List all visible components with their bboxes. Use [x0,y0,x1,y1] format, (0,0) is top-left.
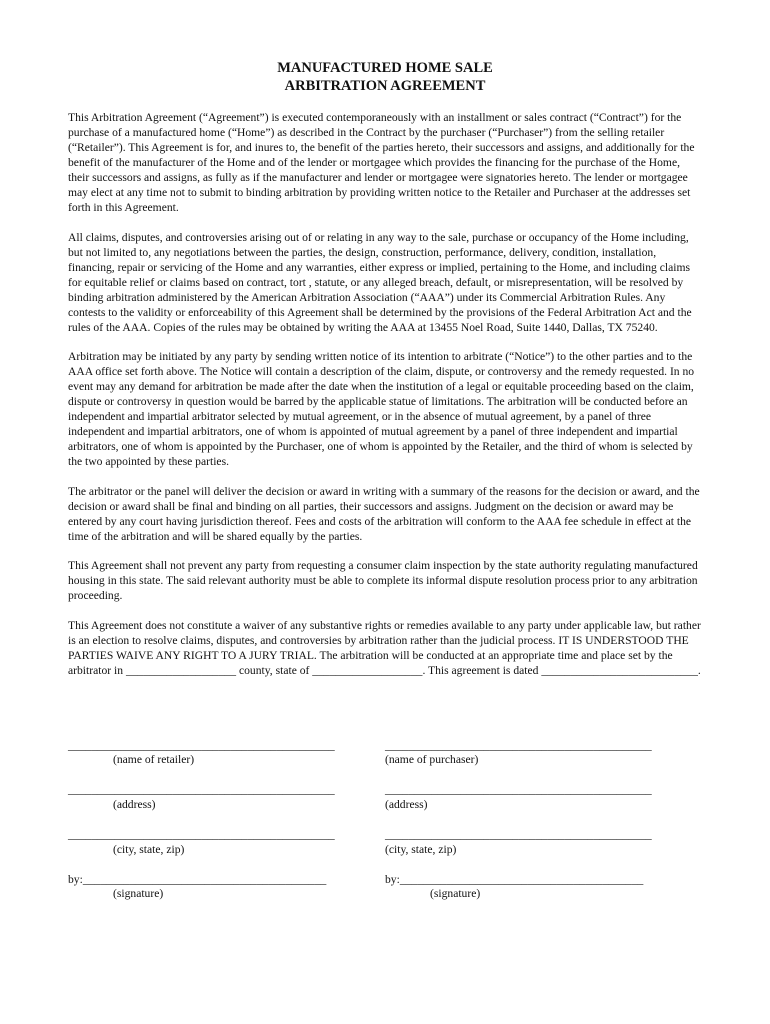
retailer-signature-label: (signature) [113,887,164,900]
retailer-signature-line[interactable]: by:__________________________________________ [68,873,327,886]
retailer-name-label: (name of retailer) [113,753,195,766]
document-title-line-1: MANUFACTURED HOME SALE [277,60,493,76]
waiver-text-3: . This agreement is dated [422,663,542,677]
purchaser-name-line[interactable]: ______________________________________________ [385,739,652,752]
retailer-city-line[interactable]: ______________________________________________ [68,828,335,841]
purchaser-address-label: (address) [385,798,428,811]
state-blank-field[interactable]: ___________________ [312,663,423,677]
retailer-address-line[interactable]: ______________________________________________ [68,783,335,796]
agreement-body [68,110,704,692]
purchaser-signature-line[interactable]: by:__________________________________________ [385,873,644,886]
paragraph-consumer-inspection: This Agreement shall not prevent any party from requesting a consumer claim inspection by the state authority regulating manufactured housing in this state. The said relevant authority must be able to complete its informal dispute resolution process prior to any arbitration proceeding. [68,559,698,602]
retailer-address-label: (address) [113,798,156,811]
retailer-city-label: (city, state, zip) [113,843,185,856]
date-blank-field[interactable]: ___________________________ [541,663,698,677]
waiver-text-4: . [697,663,701,677]
purchaser-signature-label: (signature) [430,887,481,900]
document-title-line-2: ARBITRATION AGREEMENT [284,78,486,94]
county-blank-field[interactable]: ___________________ [125,663,237,677]
paragraph-waiver [68,618,704,678]
paragraph-parties: This Arbitration Agreement (“Agreement”) is executed contemporaneously with an installment or sales contract (“Contract”) for the purchase of a manufactured home (“Home”) as described in the Contract by the purchaser (“Purchaser”) from the selling retailer (“Retailer”). This Agreement is for, and inures to, the benefit of the parties hereto, their successors and assigns, and additionally for the benefit of the manufacturer of the Home and of the lender or mortgagee which provides the financing for the purchase of the Home, their successors and assigns, as fully as if the manufacturer and lender or mortgagee were signatories hereto. The lender or mortgagee may elect at any time not to submit to binding arbitration by providing written notice to the Retailer and Purchaser at the addresses set forth in this Agreement. [68,111,695,214]
waiver-text-2: county, state of [236,663,313,677]
purchaser-city-line[interactable]: ______________________________________________ [385,828,652,841]
purchaser-name-label: (name of purchaser) [385,753,479,766]
purchaser-address-line[interactable]: ______________________________________________ [385,783,652,796]
retailer-name-line[interactable]: ______________________________________________ [68,739,335,752]
waiver-text-1: This Agreement does not constitute a waiver of any substantive rights or remedies available to any party under applicable law, but rather is an election to resolve claims, disputes, and controversies by arbitration rather than the judicial process. IT IS UNDERSTOOD THE PARTIES WAIVE ANY RIGHT TO A JURY TRIAL. The arbitration will be conducted at an appropriate time and place set by the arbitrator in [68,618,701,677]
paragraph-initiation: Arbitration may be initiated by any party by sending written notice of its intention to arbitrate (“Notice”) to the other parties and to the AAA office set forth above. The Notice will contain a description of the claim, dispute, or controversy and the remedy requested. In no event may any demand for arbitration be made after the date when the institution of a legal or equitable proceeding based on the claim, dispute or controversy in question would be barred by the applicable statue of limitations. The arbitration will be conducted before an independent and impartial arbitrator selected by mutual agreement, or in the absence of mutual agreement, by a panel of three independent and impartial arbitrators, one of whom is appointed of mutual agreement by a panel of three independent and impartial arbitrators, one of whom is appointed by the Purchaser, one of whom is appointed by the Retailer, and the third of whom is selected by the two appointed by these parties. [68,350,695,468]
paragraph-claims-disputes: All claims, disputes, and controversies arising out of or relating in any way to the sale, purchase or occupancy of the Home including, but not limited to, any negotiations between the parties, the design, construction, performance, delivery, condition, installation, financing, repair or servicing of the Home and any warranties, either express or implied, pertaining to the Home, and including claims for equitable relief or claims based on contract, tort , statute, or any alleged breach, default, or misrepresentation, will be resolved by binding arbitration administered by the American Arbitration Association (“AAA”) under its Commercial Arbitration Rules. Any contests to the validity or enforceability of this Agreement shall be determined by the provisions of the Federal Arbitration Act and the rules of the AAA. Copies of the rules may be obtained by writing the AAA at 13455 Noel Road, Suite 1440, Dallas, TX 75240. [68,230,692,334]
purchaser-city-label: (city, state, zip) [385,843,457,856]
paragraph-award: The arbitrator or the panel will deliver the decision or award in writing with a summary of the reasons for the decision or award, and the decision or award shall be final and binding on all parties, their successors and assigns. Judgment on the decision or award may be entered by any court having jurisdiction thereof. Fees and costs of the arbitration will conform to the AAA fee schedule in effect at the time of the arbitration and will be shared equally by the parties. [68,484,700,543]
